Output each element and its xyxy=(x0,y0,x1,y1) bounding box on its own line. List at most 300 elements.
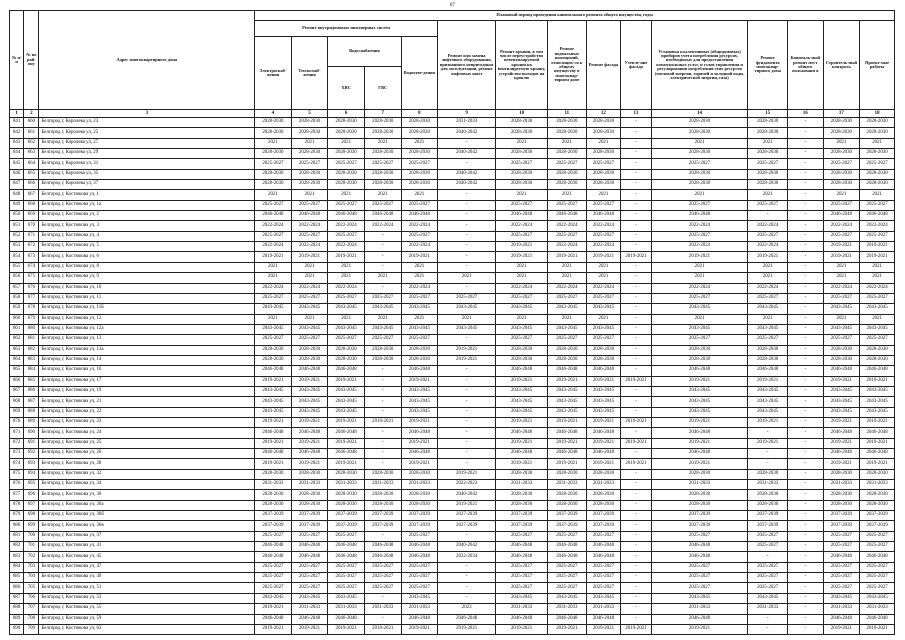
table-cell: 2025-2027 xyxy=(255,159,292,169)
table-cell: 2031-2033 xyxy=(823,604,860,614)
table-cell: 2019-2021 xyxy=(651,252,748,262)
table-cell: - xyxy=(621,159,652,169)
address-cell: Белгород г, Костюкова ул, 47 xyxy=(39,562,255,572)
table-cell: 882 xyxy=(10,542,24,552)
table-cell: 2025-2027 xyxy=(328,231,365,241)
table-cell: 2028-2030 xyxy=(255,149,292,159)
table-cell: 680 xyxy=(24,324,39,334)
table-cell: 2040-2042 xyxy=(438,490,496,500)
table-cell: 2019-2021 xyxy=(496,376,548,386)
address-cell: Белгород г, Костюкова ул, 24 xyxy=(39,428,255,438)
table-cell: 2019-2021 xyxy=(291,417,328,427)
table-cell: - xyxy=(364,366,401,376)
table-cell: - xyxy=(748,211,788,221)
table-cell: 2021 xyxy=(860,190,895,200)
table-cell: 2037-2039 xyxy=(860,521,895,531)
table-cell: 2025-2027 xyxy=(291,200,328,210)
table-cell: 853 xyxy=(10,242,24,252)
table-cell: 696 xyxy=(24,490,39,500)
table-cell: - xyxy=(438,562,496,572)
table-cell: 2028-2030 xyxy=(364,500,401,510)
table-cell: - xyxy=(621,593,652,603)
table-cell: 2019-2021 xyxy=(651,417,748,427)
table-cell: - xyxy=(364,593,401,603)
table-row xyxy=(10,542,895,552)
table-cell: 2037-2039 xyxy=(651,511,748,521)
table-cell: 2021 xyxy=(548,190,587,200)
header-meters: Установка коллективных (общедомовых) приборов учета потребления ресурсов, необходимых для предоставления коммунальных услуг, и узлов управления и регулирования потребления этих ресурсов (тепловой энергии, горячей и холодной воды, электрической энергии, газа) xyxy=(651,21,748,110)
table-cell: 2023 xyxy=(438,604,496,614)
table-cell: 2046-2048 xyxy=(548,614,587,624)
table-cell: 880 xyxy=(10,521,24,531)
table-cell: 2043-2045 xyxy=(651,324,748,334)
table-cell: 2043-2045 xyxy=(401,407,438,417)
table-cell: 2025-2027 xyxy=(401,335,438,345)
table-cell: 2028-2030 xyxy=(291,180,328,190)
table-cell: 695 xyxy=(24,480,39,490)
table-cell: 2019-2021 xyxy=(548,417,587,427)
table-cell: 2046-2048 xyxy=(548,366,587,376)
table-cell: 2019-2021 xyxy=(548,438,587,448)
table-cell: 2028-2030 xyxy=(586,500,621,510)
table-cell: 2025-2027 xyxy=(438,293,496,303)
table-cell: 708 xyxy=(24,614,39,624)
table-cell: 2043-2045 xyxy=(860,397,895,407)
table-cell: 2019-2021 xyxy=(401,624,438,634)
table-cell: 2025-2027 xyxy=(496,159,548,169)
table-cell: 2021 xyxy=(823,138,860,148)
table-row xyxy=(10,386,895,396)
table-cell: 2043-2045 xyxy=(328,407,365,417)
table-cell: - xyxy=(438,211,496,221)
table-cell: 2019-2021 xyxy=(860,459,895,469)
table-cell: 2046-2048 xyxy=(328,211,365,221)
table-cell: - xyxy=(438,531,496,541)
address-cell: Белгород г, Костюкова ул, 41 xyxy=(39,542,255,552)
table-row xyxy=(10,293,895,303)
table-cell: 2046-2048 xyxy=(651,428,748,438)
table-cell: 2046-2048 xyxy=(651,552,748,562)
table-row xyxy=(10,438,895,448)
table-row xyxy=(10,180,895,190)
table-row xyxy=(10,531,895,541)
table-cell: 2025-2027 xyxy=(548,231,587,241)
header-planned-period: Плановый период проведения капитального ремонта общего имущества, годы xyxy=(255,11,895,21)
table-cell: 681 xyxy=(24,335,39,345)
table-cell: 2025-2027 xyxy=(328,200,365,210)
table-cell: 709 xyxy=(24,624,39,634)
table-cell: 2019-2021 xyxy=(401,417,438,427)
table-cell: 2043-2045 xyxy=(860,593,895,603)
table-cell: 2019-2021 xyxy=(291,459,328,469)
table-cell: 2025-2027 xyxy=(401,159,438,169)
table-cell: 2019-2021 xyxy=(586,459,621,469)
table-cell: - xyxy=(788,459,824,469)
table-cell: - xyxy=(748,552,788,562)
table-cell: 2022-2024 xyxy=(748,242,788,252)
table-cell: 2028-2030 xyxy=(496,149,548,159)
table-cell: 2028-2030 xyxy=(748,169,788,179)
table-cell: 2046-2048 xyxy=(291,542,328,552)
table-cell: 2022-2024 xyxy=(255,283,292,293)
table-cell: 2028-2030 xyxy=(586,149,621,159)
table-cell: 2019-2021 xyxy=(328,624,365,634)
table-cell: 887 xyxy=(10,593,24,603)
table-cell: 2021 xyxy=(364,138,401,148)
table-cell: - xyxy=(438,573,496,583)
table-cell: - xyxy=(788,159,824,169)
table-cell: - xyxy=(364,231,401,241)
table-cell: 2028-2030 xyxy=(651,345,748,355)
table-cell: 2028-2030 xyxy=(255,490,292,500)
table-cell: 2021 xyxy=(255,190,292,200)
table-cell: - xyxy=(438,221,496,231)
table-cell: 2028-2030 xyxy=(364,128,401,138)
table-cell: 2028-2030 xyxy=(748,469,788,479)
table-cell: 2019-2021 xyxy=(651,459,748,469)
table-cell: 2019-2021 xyxy=(401,252,438,262)
table-cell: - xyxy=(438,438,496,448)
header-n: № п/п xyxy=(10,11,24,110)
table-cell: - xyxy=(788,573,824,583)
table-cell: 2043-2045 xyxy=(860,304,895,314)
table-cell: 2046-2048 xyxy=(291,552,328,562)
table-cell: 2022-2024 xyxy=(364,221,401,231)
header-hvs: ХВС xyxy=(328,67,365,110)
table-cell: 2025-2027 xyxy=(364,562,401,572)
table-cell: 2031-2033 xyxy=(255,480,292,490)
table-row xyxy=(10,417,895,427)
address-cell: Белгород г, Костюкова ул, 12 xyxy=(39,314,255,324)
address-cell: Белгород г, Костюкова ул, 51 xyxy=(39,583,255,593)
table-cell: 2021 xyxy=(860,314,895,324)
table-cell: 2046-2048 xyxy=(255,542,292,552)
table-cell: 2028-2030 xyxy=(401,500,438,510)
table-cell: 2028-2030 xyxy=(548,469,587,479)
table-cell: 2028-2030 xyxy=(364,469,401,479)
table-cell: 2028-2030 xyxy=(586,355,621,365)
table-cell: 2021 xyxy=(364,190,401,200)
table-cell: 2031-2033 xyxy=(860,604,895,614)
table-cell: 2019-2021 xyxy=(328,252,365,262)
table-cell: 2019-2021 xyxy=(328,417,365,427)
table-cell: - xyxy=(621,573,652,583)
table-cell: - xyxy=(438,335,496,345)
table-cell: - xyxy=(788,511,824,521)
table-cell: 2022-2024 xyxy=(823,283,860,293)
table-row xyxy=(10,428,895,438)
table-cell: 679 xyxy=(24,314,39,324)
table-cell: 2046-2048 xyxy=(651,614,748,624)
table-cell: 2046-2048 xyxy=(328,366,365,376)
table-cell: 2025-2027 xyxy=(860,293,895,303)
table-cell: 2025-2027 xyxy=(651,231,748,241)
header-electro: Электроснаб-жения xyxy=(255,37,292,110)
table-cell: 2028-2030 xyxy=(586,490,621,500)
table-cell: 2028-2030 xyxy=(328,500,365,510)
table-cell: 2025-2027 xyxy=(364,293,401,303)
table-cell: 2043-2045 xyxy=(291,397,328,407)
table-row xyxy=(10,200,895,210)
table-cell: 2019-2021 xyxy=(748,438,788,448)
address-cell: Белгород г, Костюкова ул, 1 xyxy=(39,190,255,200)
table-cell: 2022-2024 xyxy=(401,283,438,293)
table-cell: 2028-2030 xyxy=(586,118,621,128)
header-facade: Ремонт фасада xyxy=(586,21,621,110)
table-cell: 2040-2042 xyxy=(438,180,496,190)
table-cell: 2043-2045 xyxy=(823,397,860,407)
table-cell: 2037-2039 xyxy=(364,511,401,521)
table-cell: 2025-2027 xyxy=(651,531,748,541)
table-cell: - xyxy=(364,428,401,438)
table-cell: 2025-2027 xyxy=(291,293,328,303)
table-row xyxy=(10,159,895,169)
table-cell: 2025-2027 xyxy=(748,583,788,593)
table-cell: 2031-2033 xyxy=(860,480,895,490)
table-cell: 841 xyxy=(10,118,24,128)
column-number: 1 xyxy=(10,110,24,118)
table-cell: 2025-2027 xyxy=(548,293,587,303)
table-cell: 2028-2030 xyxy=(651,128,748,138)
table-row xyxy=(10,231,895,241)
table-cell: 2028-2030 xyxy=(548,500,587,510)
table-cell: 2028-2030 xyxy=(748,355,788,365)
table-cell: 684 xyxy=(24,366,39,376)
table-cell: 855 xyxy=(10,262,24,272)
table-cell: 2025-2027 xyxy=(401,573,438,583)
table-cell: 2022-2024 xyxy=(586,221,621,231)
table-cell: 2025-2027 xyxy=(401,200,438,210)
table-cell: - xyxy=(364,531,401,541)
address-cell: Белгород г, Костюкова ул, 1а xyxy=(39,200,255,210)
table-cell: 671 xyxy=(24,231,39,241)
table-cell: 2019-2021 xyxy=(328,376,365,386)
table-cell: 2022-2024 xyxy=(586,242,621,252)
table-cell: 2019-2021 xyxy=(621,252,652,262)
table-cell: 877 xyxy=(10,490,24,500)
table-cell: 2019-2021 xyxy=(621,624,652,634)
table-cell: 2046-2048 xyxy=(364,552,401,562)
table-cell: 2028-2030 xyxy=(496,118,548,128)
table-cell: - xyxy=(788,428,824,438)
table-cell: 2046-2048 xyxy=(255,211,292,221)
table-row xyxy=(10,480,895,490)
table-cell: 2025-2027 xyxy=(748,293,788,303)
table-cell: 2021 xyxy=(548,314,587,324)
table-cell: 2028-2030 xyxy=(364,180,401,190)
table-row xyxy=(10,552,895,562)
header-n-rayon: № по рай-ону xyxy=(24,11,39,110)
table-cell: 2028-2030 xyxy=(291,169,328,179)
table-cell: 2025-2027 xyxy=(823,231,860,241)
table-cell: 2019-2021 xyxy=(860,376,895,386)
table-cell: 2043-2045 xyxy=(364,304,401,314)
table-cell: 2046-2048 xyxy=(860,366,895,376)
table-cell: 2031-2033 xyxy=(548,480,587,490)
table-cell: 2028-2030 xyxy=(401,180,438,190)
address-cell: Белгород г, Костюкова ул, 4 xyxy=(39,231,255,241)
table-cell: - xyxy=(364,407,401,417)
table-cell: 2021 xyxy=(401,314,438,324)
table-cell: 2019-2021 xyxy=(496,242,548,252)
table-cell: 2028-2030 xyxy=(328,469,365,479)
table-cell: 2046-2048 xyxy=(496,366,548,376)
table-cell: 2022-2024 xyxy=(291,242,328,252)
address-cell: Белгород г, Костюкова ул, 12а xyxy=(39,324,255,334)
table-cell: 870 xyxy=(10,417,24,427)
table-cell: 2028-2030 xyxy=(328,490,365,500)
table-cell: - xyxy=(788,273,824,283)
table-cell: 2019-2021 xyxy=(291,252,328,262)
table-cell: 2025-2027 xyxy=(548,200,587,210)
table-cell: 2043-2045 xyxy=(823,386,860,396)
table-cell: 2019-2021 xyxy=(401,438,438,448)
table-cell: 2021 xyxy=(328,262,365,272)
table-cell: 2031-2033 xyxy=(496,604,548,614)
table-cell: - xyxy=(788,262,824,272)
table-cell: 2021 xyxy=(401,273,438,283)
table-cell: 2028-2030 xyxy=(586,469,621,479)
table-cell: 2043-2045 xyxy=(651,593,748,603)
table-cell: 2025-2027 xyxy=(586,531,621,541)
address-cell: Белгород г, Костюкова ул, 11Б xyxy=(39,304,255,314)
table-cell: 2046-2048 xyxy=(401,552,438,562)
table-cell: - xyxy=(788,138,824,148)
table-row xyxy=(10,149,895,159)
table-cell: 2025-2027 xyxy=(651,573,748,583)
address-cell: Белгород г, Королева ул, 25 xyxy=(39,128,255,138)
table-cell: 2025-2027 xyxy=(860,573,895,583)
table-cell: 704 xyxy=(24,573,39,583)
table-cell: - xyxy=(438,376,496,386)
table-cell: 2046-2048 xyxy=(823,552,860,562)
table-cell: 868 xyxy=(10,397,24,407)
table-cell: 2021 xyxy=(291,273,328,283)
table-cell: 856 xyxy=(10,273,24,283)
table-cell: 2021 xyxy=(548,262,587,272)
table-cell: - xyxy=(621,531,652,541)
address-cell: Белгород г, Костюкова ул, 11 xyxy=(39,293,255,303)
table-cell: 2019-2021 xyxy=(860,252,895,262)
table-cell: 843 xyxy=(10,138,24,148)
table-cell: 2028-2030 xyxy=(860,345,895,355)
table-cell: 2025-2027 xyxy=(291,583,328,593)
table-cell: 2046-2048 xyxy=(255,614,292,624)
table-cell: 2028-2030 xyxy=(548,128,587,138)
table-cell: 2043-2045 xyxy=(548,304,587,314)
table-cell: - xyxy=(788,231,824,241)
column-number: 15 xyxy=(748,110,788,118)
table-cell: 2019-2021 xyxy=(548,459,587,469)
table-cell: 698 xyxy=(24,511,39,521)
table-cell: 2025-2027 xyxy=(748,531,788,541)
table-cell: 2022-2024 xyxy=(748,283,788,293)
repair-schedule-table xyxy=(9,10,895,635)
table-row xyxy=(10,128,895,138)
table-cell: 2021 xyxy=(328,273,365,283)
table-cell: 2028-2030 xyxy=(401,169,438,179)
table-cell: 2019-2021 xyxy=(401,376,438,386)
table-cell: 2021 xyxy=(748,190,788,200)
table-cell: 2046-2048 xyxy=(823,614,860,624)
table-cell: 2028-2030 xyxy=(401,490,438,500)
table-cell: 2028-2030 xyxy=(496,490,548,500)
table-cell: - xyxy=(788,500,824,510)
table-cell: 663 xyxy=(24,149,39,159)
table-cell: 2025-2027 xyxy=(255,531,292,541)
table-cell: 2019-2021 xyxy=(548,624,587,634)
address-cell: Белгород г, Костюкова ул, 28 xyxy=(39,459,255,469)
table-cell: 676 xyxy=(24,283,39,293)
table-cell: 705 xyxy=(24,583,39,593)
table-cell: 687 xyxy=(24,397,39,407)
table-row xyxy=(10,335,895,345)
table-cell: 2019-2021 xyxy=(860,624,895,634)
table-cell: - xyxy=(748,449,788,459)
table-cell: - xyxy=(438,252,496,262)
table-cell: 2028-2030 xyxy=(823,500,860,510)
table-cell: 2040-2042 xyxy=(438,149,496,159)
table-cell: 2025-2027 xyxy=(291,335,328,345)
table-cell: - xyxy=(438,397,496,407)
table-cell: 2043-2045 xyxy=(328,397,365,407)
table-cell: 2043-2045 xyxy=(548,407,587,417)
table-cell: 888 xyxy=(10,604,24,614)
table-row xyxy=(10,242,895,252)
table-cell: 2028-2030 xyxy=(748,490,788,500)
table-cell: - xyxy=(788,252,824,262)
table-cell: 2028-2030 xyxy=(496,355,548,365)
table-cell: 2043-2045 xyxy=(364,324,401,334)
table-cell: - xyxy=(788,521,824,531)
table-cell: 2025-2027 xyxy=(586,159,621,169)
table-cell: 2021 xyxy=(586,314,621,324)
table-cell: 2028-2030 xyxy=(823,128,860,138)
table-row xyxy=(10,221,895,231)
table-cell: - xyxy=(621,190,652,200)
table-cell: 2046-2048 xyxy=(328,428,365,438)
table-cell: 2019-2021 xyxy=(291,376,328,386)
table-cell: 2046-2048 xyxy=(496,542,548,552)
table-cell: 2019-2021 xyxy=(291,624,328,634)
table-cell: 874 xyxy=(10,459,24,469)
table-cell: 2031-2033 xyxy=(651,604,748,614)
table-cell: - xyxy=(621,500,652,510)
table-cell: 2025-2027 xyxy=(255,293,292,303)
table-row xyxy=(10,449,895,459)
table-cell: - xyxy=(788,118,824,128)
table-cell: 2040-2042 xyxy=(438,128,496,138)
table-cell: 2025-2027 xyxy=(291,573,328,583)
table-cell: - xyxy=(788,614,824,624)
table-cell: 2046-2048 xyxy=(328,542,365,552)
table-cell: 2028-2030 xyxy=(548,118,587,128)
table-cell: 2025-2027 xyxy=(748,335,788,345)
table-cell: - xyxy=(788,386,824,396)
column-number: 18 xyxy=(860,110,895,118)
table-cell: - xyxy=(621,273,652,283)
table-cell: 2022-2024 xyxy=(548,221,587,231)
column-number: 5 xyxy=(291,110,328,118)
table-cell: 2046-2048 xyxy=(548,542,587,552)
table-cell: 881 xyxy=(10,531,24,541)
address-cell: Белгород г, Костюкова ул, 14 xyxy=(39,355,255,365)
table-cell: 2046-2048 xyxy=(255,428,292,438)
table-cell: 662 xyxy=(24,138,39,148)
table-cell: 2028-2030 xyxy=(823,490,860,500)
table-cell: 688 xyxy=(24,407,39,417)
table-cell: 2021 xyxy=(328,314,365,324)
